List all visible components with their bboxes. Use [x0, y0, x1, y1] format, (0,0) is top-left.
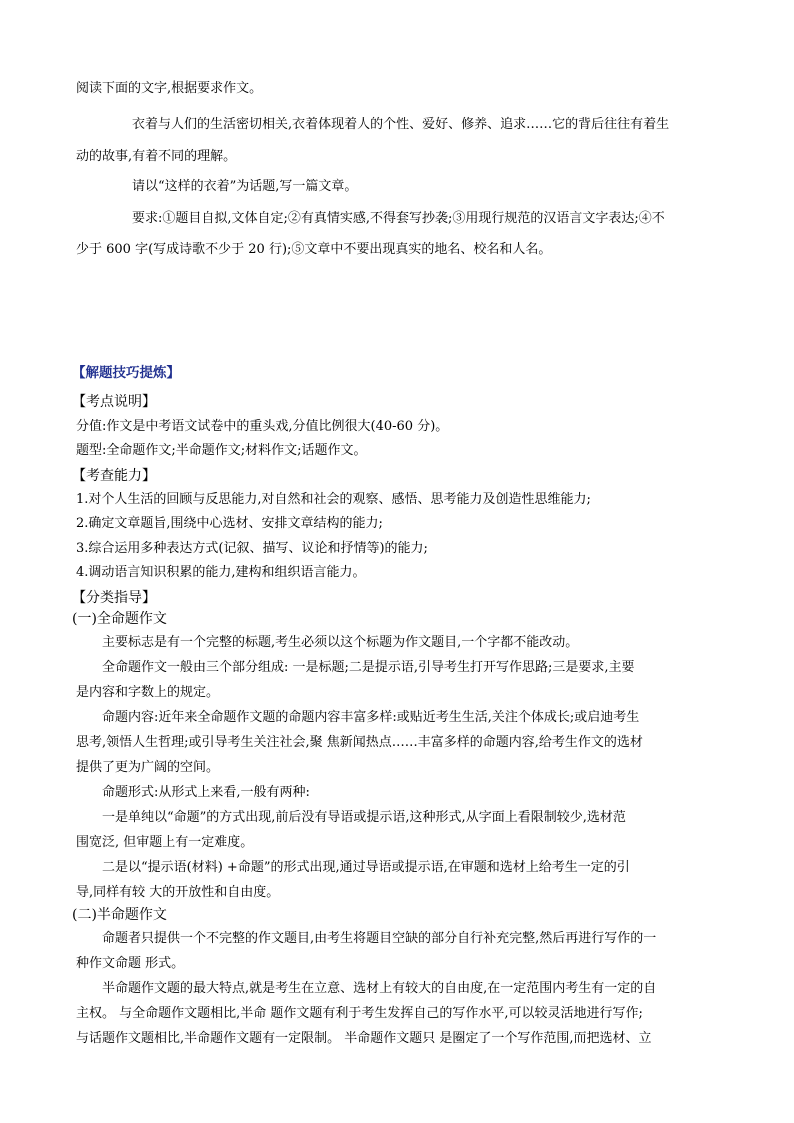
section-1-heading: (一)全命题作文 — [72, 611, 167, 627]
section-1-line-8: 一是单纯以“命题”的方式出现,前后没有导语或提示语,这种形式,从字面上看限制较少,选材范 — [102, 810, 626, 825]
section-1-line-6: 提供了更为广阔的空间。 — [76, 760, 220, 775]
section-1-line-2: 全命题作文一般由三个部分组成: 一是标题;二是提示语,引导考生打开写作思路;三是要求,主要 — [102, 660, 635, 675]
ability-line-2: 2.确定文章题旨,围绕中心选材、安排文章结构的能力; — [76, 516, 383, 531]
section-1-line-3: 是内容和字数上的规定。 — [76, 685, 220, 700]
section-2-line-3: 半命题作文题的最大特点,就是考生在立意、选材上有较大的自由度,在一定范围内考生有一定的自 — [102, 981, 657, 996]
ability-line-3: 3.综合运用多种表达方式(记叙、描写、议论和抒情等)的能力; — [76, 541, 428, 556]
guide-heading: 【分类指导】 — [72, 590, 156, 606]
section-2-line-1: 命题者只提供一个不完整的作文题目,由考生将题目空缺的部分自行补充完整,然后再进行写作的一 — [102, 931, 657, 946]
prompt-requirements-line-2: 少于 600 字(写成诗歌不少于 20 行);⑤文章中不要出现真实的地名、校名和人名。 — [76, 242, 552, 257]
section-2-line-2: 种作文命题 形式。 — [76, 956, 185, 971]
kaodian-line-2: 题型:全命题作文;半命题作文;材料作文;话题作文。 — [76, 443, 367, 458]
section-2-line-5: 与话题作文题相比,半命题作文题有一定限制。 半命题作文题只 是圈定了一个写作范围,而把选材、立 — [76, 1031, 652, 1046]
prompt-paragraph-2: 请以“这样的衣着”为话题,写一篇文章。 — [132, 179, 358, 194]
prompt-paragraph-1-line-2: 动的故事,有着不同的理解。 — [76, 149, 237, 164]
prompt-intro: 阅读下面的文字,根据要求作文。 — [76, 81, 263, 96]
section-1-line-9: 围宽泛, 但审题上有一定难度。 — [76, 835, 254, 850]
section-1-line-5: 思考,领悟人生哲理;或引导考生关注社会,聚 焦新闻热点……丰富多样的命题内容,给考生作文的选材 — [76, 735, 643, 750]
section-2-line-4: 主权。 与全命题作文题相比,半命 题作文题有利于考生发挥自己的写作水平,可以较灵活地进行写作; — [76, 1006, 643, 1021]
prompt-requirements-line-1: 要求:①题目自拟,文体自定;②有真情实感,不得套写抄袭;③用现行规范的汉语言文字表达;④不 — [132, 211, 665, 226]
section-1-line-7: 命题形式:从形式上来看,一般有两种: — [102, 785, 310, 800]
section-2-heading: (二)半命题作文 — [72, 907, 167, 923]
prompt-paragraph-1-line-1: 衣着与人们的生活密切相关,衣着体现着人的个性、爱好、修养、追求……它的背后往往有着生 — [132, 117, 670, 132]
ability-line-4: 4.调动语言知识积累的能力,建构和组织语言能力。 — [76, 565, 366, 580]
ability-heading: 【考查能力】 — [72, 468, 156, 484]
tips-title: 【解题技巧提炼】 — [72, 365, 180, 381]
section-1-line-11: 导,同样有较 大的开放性和自由度。 — [76, 885, 280, 900]
section-1-line-10: 二是以“提示语(材料) +命题”的形式出现,通过导语或提示语,在审题和选材上给考生一定的引 — [102, 860, 630, 875]
section-1-line-1: 主要标志是有一个完整的标题,考生必须以这个标题为作文题目,一个字都不能改动。 — [102, 635, 579, 650]
kaodian-line-1: 分值:作文是中考语文试卷中的重头戏,分值比例很大(40-60 分)。 — [76, 419, 449, 434]
ability-line-1: 1.对个人生活的回顾与反思能力,对自然和社会的观察、感悟、思考能力及创造性思维能力; — [76, 492, 591, 507]
section-1-line-4: 命题内容:近年来全命题作文题的命题内容丰富多样:或贴近考生生活,关注个体成长;或启迪考生 — [102, 710, 640, 725]
kaodian-heading: 【考点说明】 — [72, 394, 156, 410]
